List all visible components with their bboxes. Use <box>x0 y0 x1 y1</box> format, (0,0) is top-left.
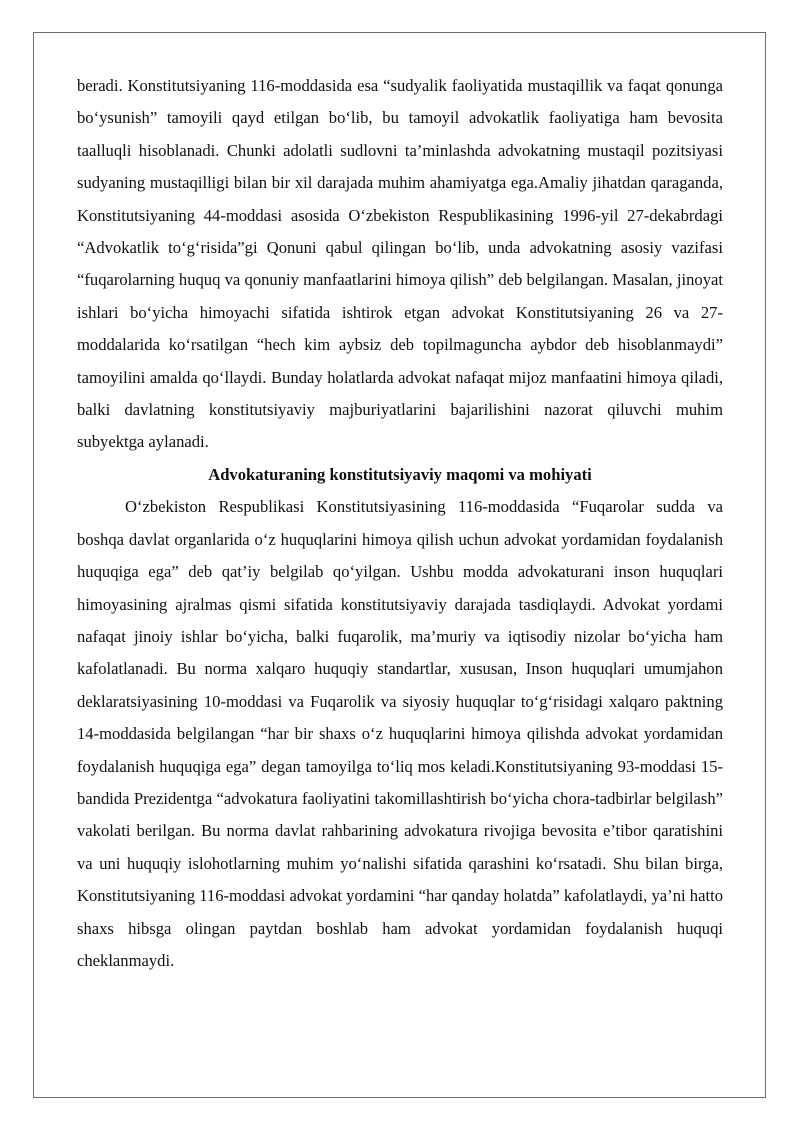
body-paragraph-section: O‘zbekiston Respublikasi Konstitutsiyasining 116-moddasida “Fuqarolar sudda va boshqa davlat organlarida o‘z huquqlarini himoya qilish uchun advokat yordamidan foydalanish huquqiga ega” deb qat’iy belgilab qo‘yilgan. Ushbu modda advokaturani inson huquqlari himoyasining ajralmas qismi sifatida konstitutsiyaviy darajada tasdiqlaydi. Advokat yordami nafaqat jinoiy ishlar bo‘yicha, balki fuqarolik, ma’muriy va iqtisodiy nizolar bo‘yicha ham kafolatlanadi. Bu norma xalqaro huquqiy standartlar, xususan, Inson huquqlari umumjahon deklaratsiyasining 10-moddasi va Fuqarolik va siyosiy huquqlar to‘g‘risidagi xalqaro paktning 14-moddasida belgilangan “har bir shaxs o‘z huquqlarini himoya qilishda advokat yordamidan foydalanish huquqiga ega” degan tamoyilga to‘liq mos keladi.Konstitutsiyaning 93-moddasi 15-bandida Prezidentga “advokatura faoliyatini takomillashtirish bo‘yicha chora-tadbirlar belgilash” vakolati berilgan. Bu norma davlat rahbarining advokatura rivojiga bevosita e’tibor qaratishini va uni huquqiy islohotlarning muhim yo‘nalishi sifatida qarashini ko‘rsatadi. Shu bilan birga, Konstitutsiyaning 116-moddasi advokat yordamini “har qanday holatda” kafolatlaydi, ya’ni hatto shaxs hibsga olingan paytdan boshlab ham advokat yordamidan foydalanish huquqi cheklanmaydi. <box>77 497 723 970</box>
document-body <box>77 70 723 977</box>
section-heading: Advokaturaning konstitutsiyaviy maqomi va mohiyati <box>208 464 592 484</box>
body-paragraph-continued: beradi. Konstitutsiyaning 116-moddasida esa “sudyalik faoliyatida mustaqillik va faqat qonunga bo‘ysunish” tamoyili qayd etilgan bo‘lib, bu tamoyil advokatlik faoliyatiga ham bevosita taalluqli hisoblanadi. Chunki adolatli sudlovni ta’minlashda advokatning mustaqil pozitsiyasi sudyaning mustaqilligi bilan bir xil darajada muhim ahamiyatga ega.Amaliy jihatdan qaraganda, Konstitutsiyaning 44-moddasi asosida O‘zbekiston Respublikasining 1996-yil 27-dekabrdagi “Advokatlik to‘g‘risida”gi Qonuni qabul qilingan bo‘lib, unda advokatning asosiy vazifasi “fuqarolarning huquq va qonuniy manfaatlarini himoya qilish” deb belgilangan. Masalan, jinoyat ishlari bo‘yicha himoyachi sifatida ishtirok etgan advokat Konstitutsiyaning 26 va 27-moddalarida ko‘rsatilgan “hech kim aybsiz deb topilmaguncha aybdor deb hisoblanmaydi” tamoyilini amalda qo‘llaydi. Bunday holatlarda advokat nafaqat mijoz manfaatini himoya qiladi, balki davlatning konstitutsiyaviy majburiyatlarini bajarilishini nazorat qiluvchi muhim subyektga aylanadi. <box>77 76 723 452</box>
